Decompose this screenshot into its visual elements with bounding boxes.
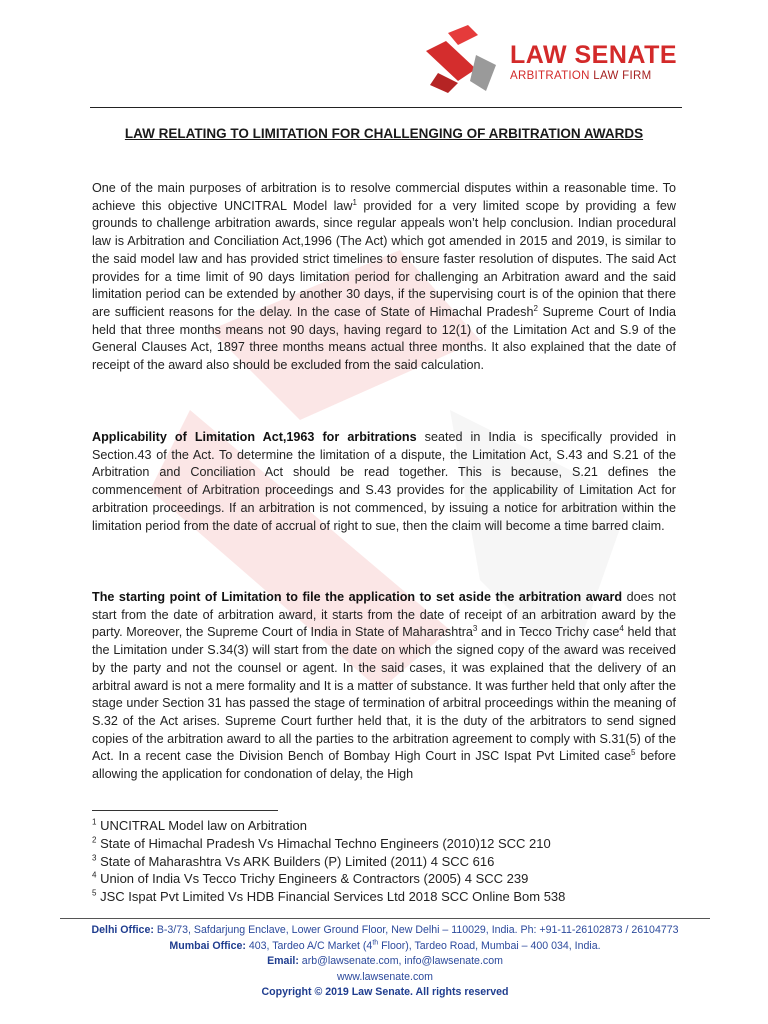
footnote-ref-5: 5 [631, 748, 636, 758]
footer-mumbai-office: Mumbai Office: 403, Tardeo A/C Market (4th Floor), Tardeo Road, Mumbai – 400 034, India. [169, 939, 601, 952]
footer-copyright: Copyright © 2019 Law Senate. All rights reserved [261, 986, 509, 999]
footer-email[interactable]: Email: arb@lawsenate.com, info@lawsenate.com [267, 955, 503, 968]
footnote-ref-4: 4 [619, 624, 624, 634]
footnote-divider [92, 810, 278, 811]
logo-mark-icon [418, 25, 508, 95]
brand-tagline: ARBITRATION LAW FIRM [510, 70, 652, 82]
law-senate-logo[interactable] [418, 25, 738, 95]
page-footer [40, 923, 730, 1001]
brand-name: LAW SENATE [510, 41, 678, 69]
footnote-2: $^2$ State of Himachal Pradesh Vs Himachal Techno Engineers (2010)12 SCC 210 [92, 835, 551, 851]
footnote-1: $^1$ UNCITRAL Model law on Arbitration [92, 817, 307, 833]
footer-website-link[interactable]: www.lawsenate.com [337, 970, 433, 983]
paragraph-3: The starting point of Limitation to file the application to set aside the arbitration award does not start from the date of arbitration award, it starts from the date of receipt of an arbitration award by the party. Moreover, the Supreme Court of India in State of Maharashtra$^3$ and in Tecco Trichy case$^4$ held that the Limitation under S.34(3) will start from the date on which the signed copy of the award was received by the party and not the counsel or agent. In the said cases, it was explained that the delivery of an arbitral award is not a mere formality and It is a matter of substance. It was further held that only after the stage under Section 31 has passed the stage of termination of arbitral proceedings within the meaning of S.32 of the Act arises. Supreme Court further held that, it is the duty of the arbitrators to send signed copies of the arbitration award to all the parties to the arbitration agreement to comply with S.31(5) of the Act. In a recent case the Division Bench of Bombay High Court in JSC Ispat Pvt Limited case$^5$ before allowing the application for condonation of delay, the High [92, 590, 676, 782]
footer-delhi-office: Delhi Office: B-3/73, Safdarjung Enclave, Lower Ground Floor, New Delhi – 110029, India. Ph: +91-11-26102873 / 26104773 [91, 924, 679, 936]
header-divider [90, 107, 682, 108]
paragraph-1: One of the main purposes of arbitration is to resolve commercial disputes within a reasonable time. To achieve this objective UNCITRAL Model law$^1$ provided for a very limited scope by providing a few grounds to challenge arbitration awards, since regular appeals won’t help conclusion. Indian procedural law is Arbitration and Conciliation Act,1996 (The Act) which got amended in 2015 and 2019, is similar to the said model law and has provided strict timelines to ensure faster resolution of disputes. The said Act provides for a time limit of 90 days limitation period for challenging an Arbitration award and the said limitation period can be extended by another 30 days, if the supervising court is of the opinion that there are sufficient reasons for the delay. In the case of State of Himachal Pradesh$^2$ Supreme Court of India held that three months means not 90 days, having regard to 12(1) of the Limitation Act and S.9 of the General Clauses Act, 1897 three months means actual three months. It also explained that the date of receipt of the award also should be excluded from the said calculation. [92, 181, 676, 373]
footnote-4: $^4$ Union of India Vs Tecco Trichy Engineers & Contractors (2005) 4 SCC 239 [92, 871, 529, 887]
footnote-3: $^3$ State of Maharashtra Vs ARK Builders (P) Limited (2011) 4 SCC 616 [92, 853, 495, 869]
footer-divider [60, 918, 710, 919]
footnote-ref-2: 2 [533, 303, 538, 313]
footnotes [92, 817, 692, 906]
footnote-5: $^5$ JSC Ispat Pvt Limited Vs HDB Financial Services Ltd 2018 SCC Online Bom 538 [92, 888, 566, 905]
document-title: LAW RELATING TO LIMITATION FOR CHALLENGING OF ARBITRATION AWARDS [124, 126, 644, 141]
footnote-ref-1: 1 [352, 197, 357, 207]
paragraph-2: Applicability of Limitation Act,1963 for arbitrations seated in India is specifically provided in Section.43 of the Act. To determine the limitation of a dispute, the Limitation Act, S.43 and S.21 of the Arbitration and Conciliation Act should be read together. This is because, S.21 defines the commencement of Arbitration proceedings and S.43 provides for the applicability of Limitation Act for arbitration proceedings. If an arbitration is not commenced, by issuing a notice for arbitration within the limitation period from the date of accrual of right to sue, then the claim will become a time barred claim. [92, 430, 677, 533]
footnote-ref-3: 3 [472, 624, 478, 634]
